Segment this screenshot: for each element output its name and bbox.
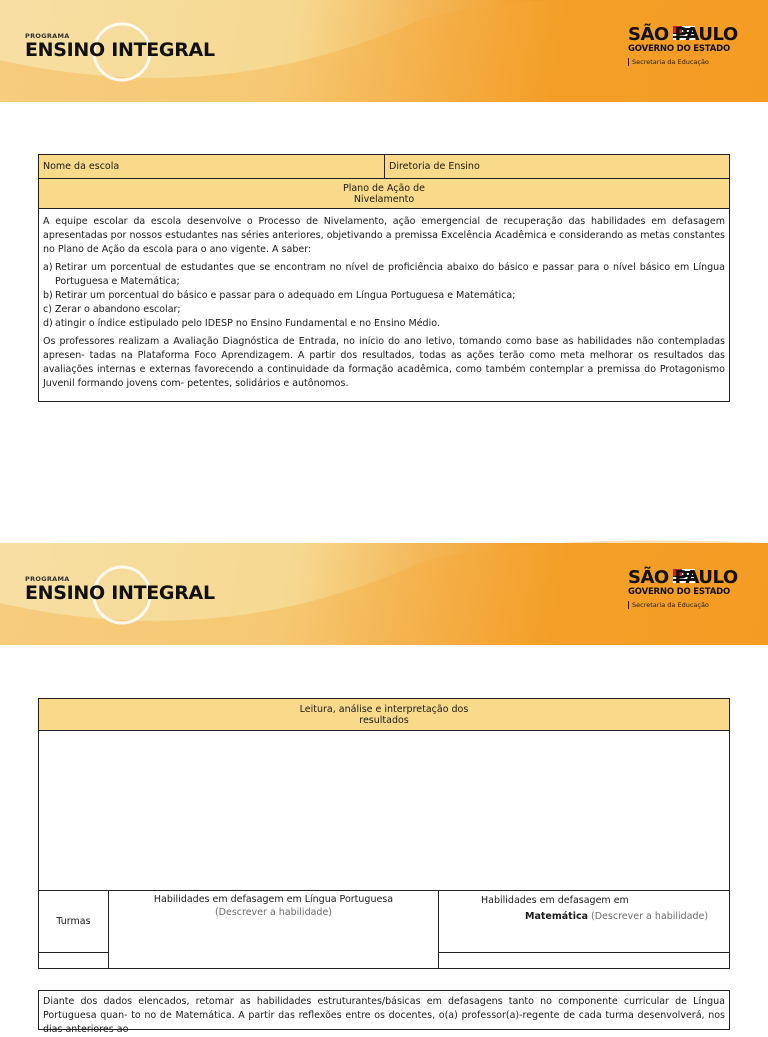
header-banner xyxy=(0,0,768,102)
program-name: ENSINO INTEGRAL xyxy=(25,39,215,61)
list-item-text: Zerar o abandono escolar; xyxy=(55,304,181,315)
math-skills-label: Habilidades em defasagem em xyxy=(481,895,629,906)
list-item xyxy=(43,317,725,331)
plan-description xyxy=(39,209,730,402)
list-item-text: Retirar um porcentual do básico e passar para o adequado em Língua Portuguesa e Matemática; xyxy=(55,290,516,301)
government-label: GOVERNO DO ESTADO xyxy=(628,587,730,597)
portuguese-skills-label: Habilidades em defasagem em Língua Portuguesa xyxy=(153,894,394,905)
list-item-text: Retirar um porcentual de estudantes que se encontram no nível de proficiência abaixo do básico e passar para o nível básico em Língua Portuguesa e Matemática; xyxy=(55,262,725,287)
intro-paragraph: A equipe escolar da escola desenvolve o Processo de Nivelamento, ação emergencial de recuperação das habilidades em defasagem apresentadas por nossos estudantes nas séries anteriores, objetivando a premissa Excelência Acadêmica e considerando as metas constantes no Plano de Ação da escola para o ano vigente. A saber: xyxy=(43,216,725,255)
sao-paulo-logo xyxy=(628,26,748,66)
plan-title-line2: Nivelamento xyxy=(353,193,415,205)
state-name: SÃO PAULO xyxy=(628,567,738,588)
portuguese-skills-hint: (Descrever a habilidade) xyxy=(214,907,333,918)
program-label: PROGRAMA xyxy=(25,575,70,583)
state-name: SÃO PAULO xyxy=(628,24,738,45)
list-item-text: atingir o índice estipulado pelo IDESP no Ensino Fundamental e no Ensino Médio. xyxy=(55,318,440,329)
closing-paragraph: Os professores realizam a Avaliação Diagnóstica de Entrada, no início do ano letivo, tomando como base as habilidades não contempladas apresen- tadas na Plataforma Foco Aprendizagem. A partir dos resultados, todas as ações terão como meta melhorar os resultados das avaliações internas e externas favorecendo a continuidade da formação acadêmica, como também contemplar a premissa do Protagonismo Juvenil formando jovens com- petentes, solidários e autônomos. xyxy=(43,336,725,389)
ensino-integral-logo xyxy=(25,575,215,603)
list-item xyxy=(43,303,725,317)
secretariat-label: Secretaria da Educação xyxy=(628,58,748,66)
math-subject-label: Matemática xyxy=(525,911,588,922)
program-label: PROGRAMA xyxy=(25,32,70,40)
results-title xyxy=(39,699,730,731)
header-banner xyxy=(0,543,768,645)
math-skills-detail xyxy=(481,909,725,925)
school-name-cell: Nome da escola xyxy=(39,155,385,179)
directorate-cell: Diretoria de Ensino xyxy=(385,155,730,179)
turmas-value-cell[interactable] xyxy=(39,953,109,969)
list-marker: d) xyxy=(43,318,53,329)
plan-title-line1: Plano de Ação de xyxy=(342,182,426,194)
math-skills-hint: (Descrever a habilidade) xyxy=(591,911,709,922)
program-name: ENSINO INTEGRAL xyxy=(25,582,215,604)
results-title-line2: resultados xyxy=(359,714,409,726)
secretariat-label: Secretaria da Educação xyxy=(628,601,748,609)
portuguese-skills-cell[interactable] xyxy=(109,891,439,969)
sao-paulo-logo xyxy=(628,569,748,609)
government-label: GOVERNO DO ESTADO xyxy=(628,44,730,54)
turmas-header: Turmas xyxy=(39,891,109,953)
school-plan-table xyxy=(38,154,730,402)
math-skills-value-cell[interactable] xyxy=(439,953,730,969)
list-marker: b) xyxy=(43,290,53,301)
list-item xyxy=(43,289,725,303)
results-analysis-area[interactable] xyxy=(39,731,730,891)
results-table xyxy=(38,698,730,969)
list-item xyxy=(43,261,725,289)
list-marker: c) xyxy=(43,304,52,315)
ensino-integral-logo xyxy=(25,32,215,60)
list-marker: a) xyxy=(43,262,53,273)
results-title-line1: Leitura, análise e interpretação dos xyxy=(299,703,469,715)
math-skills-cell[interactable] xyxy=(439,891,730,953)
guidance-paragraph: Diante dos dados elencados, retomar as habilidades estruturantes/básicas em defasagens tanto no componente curricular de Língua Portuguesa quan- to no de Matemática. A partir das reflexões entre os docentes, o(a) professor(a)-regente de cada turma desenvolverá, nos dias anteriores ao xyxy=(38,990,730,1030)
plan-title xyxy=(39,179,730,209)
